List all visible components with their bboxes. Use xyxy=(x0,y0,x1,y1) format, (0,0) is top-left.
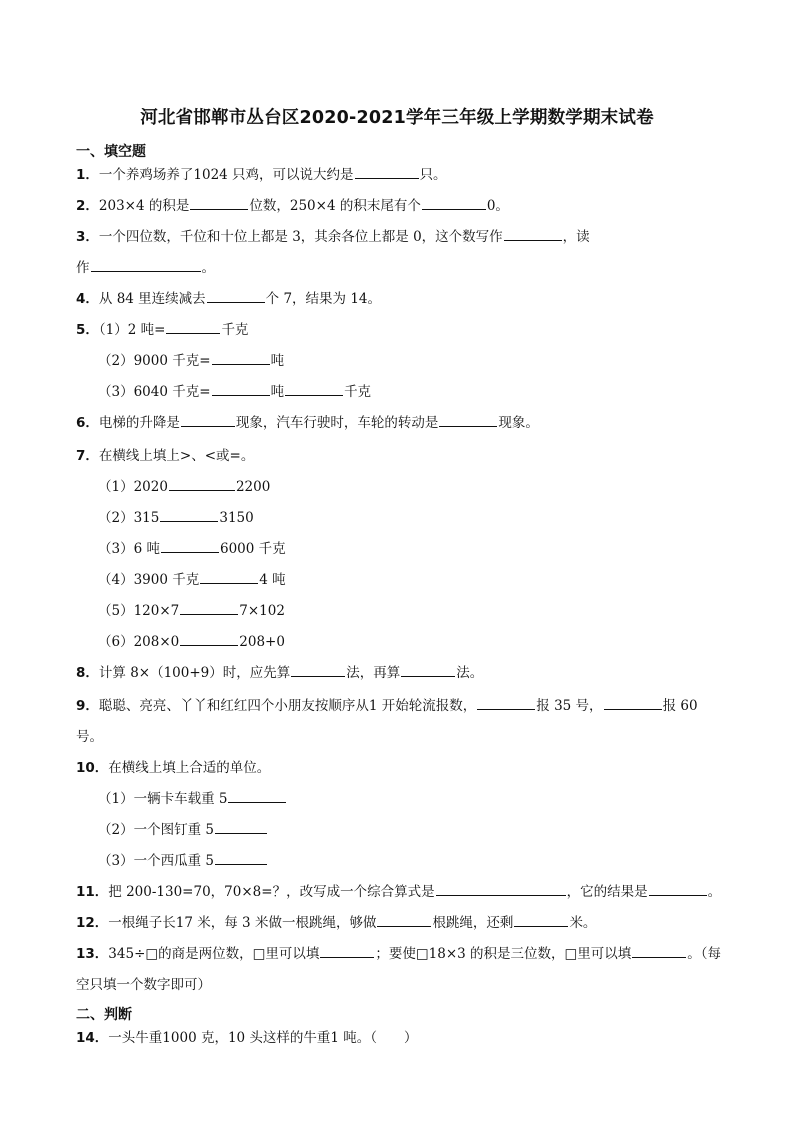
question-number: 14． xyxy=(76,1030,109,1046)
question-text: 一头牛重1000 克，10 头这样的牛重1 吨。（ ） xyxy=(108,1030,418,1046)
question-text: 计算 8×（100+9）时，应先算 xyxy=(98,665,291,681)
question-text: 从 84 里连续减去 xyxy=(98,291,206,307)
question-text: 根跳绳，还剩 xyxy=(432,915,514,931)
item-text: （2）一个图钉重 5 xyxy=(98,822,214,838)
question-7-item xyxy=(98,571,286,589)
question-text: 345÷□的商是两位数，□里可以填 xyxy=(108,946,320,962)
answer-blank[interactable] xyxy=(180,602,238,615)
question-text: 报 35 号， xyxy=(536,698,603,714)
question-7-item xyxy=(98,509,254,527)
answer-blank[interactable] xyxy=(436,883,566,896)
question-13-cont xyxy=(76,976,211,994)
answer-blank[interactable] xyxy=(514,914,568,927)
item-text: （1）一辆卡车载重 5 xyxy=(98,791,228,807)
question-text: 电梯的升降是 xyxy=(98,415,180,431)
question-text: 。 xyxy=(201,260,215,276)
question-9 xyxy=(76,697,698,715)
question-3-cont xyxy=(76,259,215,277)
question-number: 3． xyxy=(76,229,99,245)
question-number: 5． xyxy=(76,322,99,338)
answer-blank[interactable] xyxy=(228,790,286,803)
question-text: 米。 xyxy=(569,915,597,931)
answer-blank[interactable] xyxy=(91,259,201,272)
question-7-item xyxy=(98,633,285,651)
question-text: 。 xyxy=(707,884,722,900)
answer-blank[interactable] xyxy=(180,633,238,646)
answer-blank[interactable] xyxy=(285,383,343,396)
item-right: 3150 xyxy=(219,510,254,526)
question-text: 空只填一个数字即可） xyxy=(76,977,211,993)
question-number: 2． xyxy=(76,198,99,214)
answer-blank[interactable] xyxy=(401,664,455,677)
answer-blank[interactable] xyxy=(604,697,662,710)
answer-blank[interactable] xyxy=(477,697,535,710)
question-4 xyxy=(76,290,381,308)
question-10 xyxy=(76,759,270,777)
question-7 xyxy=(76,447,254,465)
question-text: 一根绳子长17 米，每 3 米做一根跳绳，够做 xyxy=(108,915,377,931)
question-text: 把 200-130=70，70×8=？，改写成一个综合算式是 xyxy=(108,884,435,900)
item-left: （4）3900 千克 xyxy=(98,572,200,588)
question-text: 个 7，结果为 14。 xyxy=(265,291,382,307)
question-text: 一个四位数，千位和十位上都是 3，其余各位上都是 0，这个数写作 xyxy=(98,229,503,245)
question-number: 10． xyxy=(76,760,109,776)
answer-blank[interactable] xyxy=(190,197,248,210)
question-text: 千克 xyxy=(344,384,372,400)
question-text: 报 60 xyxy=(662,698,698,714)
question-text: 吨 xyxy=(270,353,285,369)
question-text: 位数，250×4 的积末尾有个 xyxy=(249,198,421,214)
question-13 xyxy=(76,945,721,963)
question-text: 聪聪、亮亮、丫丫和红红四个小朋友按顺序从1 开始轮流报数， xyxy=(98,698,477,714)
item-left: （2）315 xyxy=(98,510,160,526)
page-title: 河北省邯郸市丛台区2020-2021学年三年级上学期数学期末试卷 xyxy=(140,108,654,128)
question-text: 法。 xyxy=(456,665,484,681)
section-fill-in: 一、填空题 xyxy=(76,144,146,160)
answer-blank[interactable] xyxy=(215,852,267,865)
question-text: 作 xyxy=(76,260,90,276)
question-number: 12． xyxy=(76,915,109,931)
answer-blank[interactable] xyxy=(439,414,497,427)
item-right: 208+0 xyxy=(239,634,285,650)
item-right: 6000 千克 xyxy=(219,541,286,557)
answer-blank[interactable] xyxy=(200,571,258,584)
question-14 xyxy=(76,1029,418,1047)
answer-blank[interactable] xyxy=(181,414,235,427)
answer-blank[interactable] xyxy=(377,914,431,927)
question-5-sub-2 xyxy=(98,352,284,370)
item-left: （6）208×0 xyxy=(98,634,180,650)
answer-blank[interactable] xyxy=(422,197,486,210)
question-text: 号。 xyxy=(76,729,103,745)
question-10-item xyxy=(98,821,268,839)
item-right: 4 吨 xyxy=(259,572,286,588)
question-5-sub-3 xyxy=(98,383,371,401)
answer-blank[interactable] xyxy=(215,821,267,834)
question-number: 1． xyxy=(76,167,99,183)
question-3 xyxy=(76,228,590,246)
answer-blank[interactable] xyxy=(161,540,219,553)
question-11 xyxy=(76,883,721,901)
question-text: 现象。 xyxy=(498,415,539,431)
answer-blank[interactable] xyxy=(160,509,218,522)
answer-blank[interactable] xyxy=(212,383,270,396)
question-text: 0。 xyxy=(486,198,509,214)
question-number: 8． xyxy=(76,665,99,681)
question-number: 9． xyxy=(76,698,99,714)
question-12 xyxy=(76,914,596,932)
question-6 xyxy=(76,414,539,432)
item-right: 2200 xyxy=(235,479,271,495)
question-text: （1）2 吨= xyxy=(98,322,166,338)
question-8 xyxy=(76,664,483,682)
question-number: 11． xyxy=(76,884,109,900)
answer-blank[interactable] xyxy=(212,352,270,365)
question-10-item xyxy=(98,852,268,870)
question-text: （2）9000 千克= xyxy=(98,353,211,369)
question-1 xyxy=(76,166,447,184)
question-text: 千克 xyxy=(221,322,249,338)
question-number: 13． xyxy=(76,946,109,962)
answer-blank[interactable] xyxy=(632,945,686,958)
question-text: 一个养鸡场养了1024 只鸡，可以说大约是 xyxy=(98,167,354,183)
question-text: 现象，汽车行驶时，车轮的转动是 xyxy=(235,415,439,431)
answer-blank[interactable] xyxy=(291,664,345,677)
question-text: ，读 xyxy=(562,229,590,245)
question-text: 在横线上填上>、<或=。 xyxy=(98,448,255,464)
item-right: 7×102 xyxy=(239,603,285,619)
question-7-item xyxy=(98,540,286,558)
question-text: 203×4 的积是 xyxy=(98,198,190,214)
item-left: （3）6 吨 xyxy=(98,541,160,557)
question-text: ，它的结果是 xyxy=(566,884,648,900)
question-10-item xyxy=(98,790,287,808)
question-text: 在横线上填上合适的单位。 xyxy=(108,760,271,776)
item-left: （1）2020 xyxy=(98,479,168,495)
question-number: 4． xyxy=(76,291,99,307)
answer-blank[interactable] xyxy=(320,945,374,958)
answer-blank[interactable] xyxy=(355,166,419,179)
answer-blank[interactable] xyxy=(207,290,265,303)
question-number: 7． xyxy=(76,448,99,464)
item-text: （3）一个西瓜重 5 xyxy=(98,853,214,869)
question-text: ；要使□18×3 的积是三位数，□里可以填 xyxy=(375,946,632,962)
question-2 xyxy=(76,197,509,215)
question-number: 6． xyxy=(76,415,99,431)
section-judgement: 二、判断 xyxy=(76,1007,132,1023)
question-7-item xyxy=(98,602,285,620)
question-5 xyxy=(76,321,248,339)
answer-blank[interactable] xyxy=(169,478,235,491)
answer-blank[interactable] xyxy=(166,321,220,334)
question-9-cont xyxy=(76,728,103,746)
question-text: 吨 xyxy=(270,384,285,400)
answer-blank[interactable] xyxy=(649,883,707,896)
item-left: （5）120×7 xyxy=(98,603,180,619)
question-text: 法，再算 xyxy=(346,665,401,681)
question-7-item xyxy=(98,478,270,496)
question-text: （3）6040 千克= xyxy=(98,384,211,400)
question-text: 只。 xyxy=(419,167,447,183)
question-text: 。（每 xyxy=(687,946,722,962)
answer-blank[interactable] xyxy=(504,228,562,241)
